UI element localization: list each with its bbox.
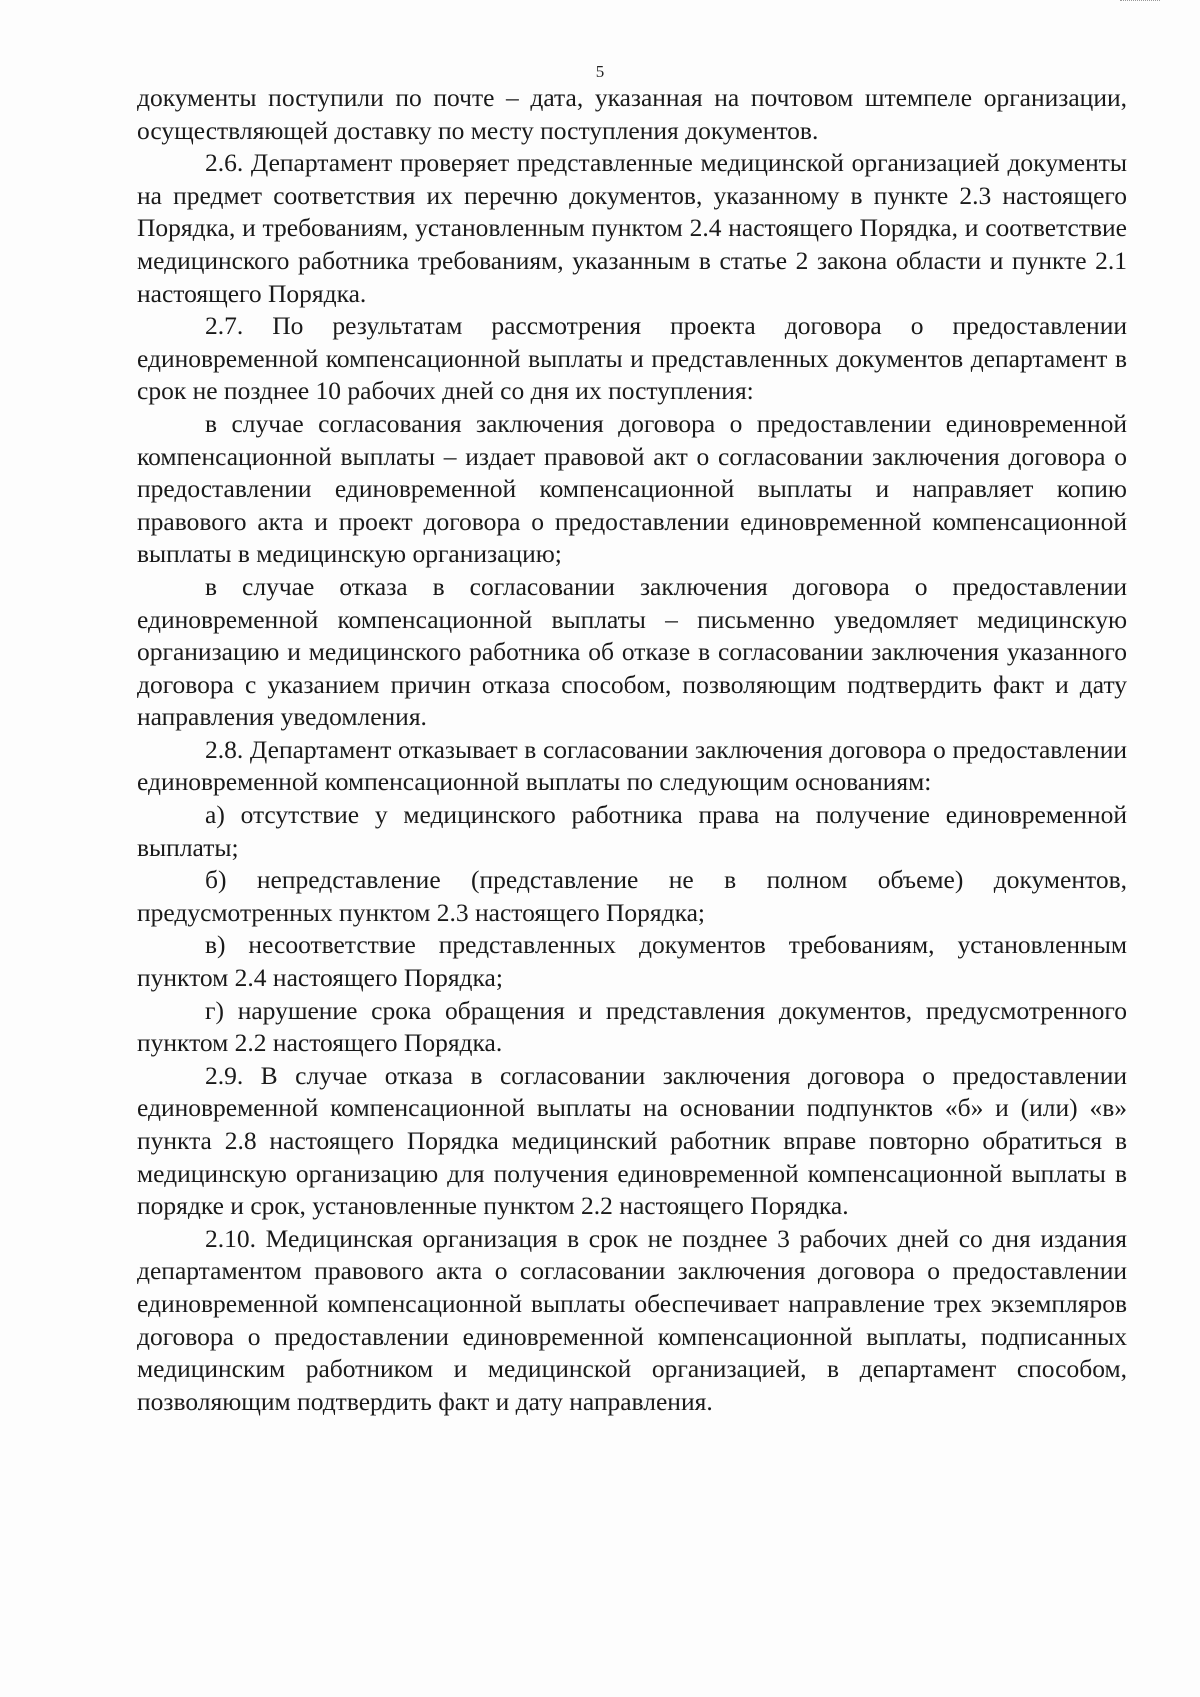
paragraph-2-9: 2.9. В случае отказа в согласовании заключения договора о предоставлении единовременной компенсационной выплаты на основании подпунктов «б» и (или) «в» пункта 2.8 настоящего Порядка медицинский работник вправе повторно обратиться в медицинскую организацию для получения единовременной компенсационной выплаты в порядке и срок, установленные пунктом 2.2 настоящего Порядка. (137, 1060, 1127, 1221)
page-number: 5 (595, 62, 605, 81)
paragraph-2-8-a: а) отсутствие у медицинского работника права на получение единовременной выплаты; (137, 800, 1127, 862)
paragraph-2-8-b: б) непредставление (представление не в полном объеме) документов, предусмотренных пунктом 2.3 настоящего Порядка; (137, 865, 1127, 927)
paragraph-2-8-g: г) нарушение срока обращения и представления документов, предусмотренного пунктом 2.2 настоящего Порядка. (137, 995, 1127, 1058)
paragraph-2-7-refusal: в случае отказа в согласовании заключения договора о предоставлении единовременной компенсационной выплаты – письменно уведомляет медицинскую организацию и медицинского работника об отказе в согласовании заключения указанного договора с указанием причин отказа способом, позволяющим подтвердить факт и дату направления уведомления. (137, 571, 1127, 732)
paragraph-2-10: 2.10. Медицинская организация в срок не позднее 3 рабочих дней со дня издания департаментом правового акта о согласовании заключения договора о предоставлении единовременной компенсационной выплаты обеспечивает направление трех экземпляров договора о предоставлении единовременной компенсационной выплаты, подписанных медицинским работником и медицинской организацией, в департамент способом, позволяющим подтвердить факт и дату направления. (137, 1223, 1127, 1416)
paragraph-continuation: документы поступили по почте – дата, указанная на почтовом штемпеле организации, осуществляющей доставку по месту поступления документов. (137, 83, 1127, 145)
scan-edge-mark (1120, 0, 1160, 4)
paragraph-2-6: 2.6. Департамент проверяет представленные медицинской организацией документы на предмет соответствия их перечню документов, указанному в пункте 2.3 настоящего Порядка, и требованиям, установленным пунктом 2.4 настоящего Порядка, и соответствие медицинского работника требованиям, указанным в статье 2 закона области и пункте 2.1 настоящего Порядка. (137, 148, 1127, 308)
paragraph-2-8: 2.8. Департамент отказывает в согласовании заключения договора о предоставлении единовременной компенсационной выплаты по следующим основаниям: (137, 734, 1127, 797)
paragraph-2-7-approval: в случае согласования заключения договора о предоставлении единовременной компенсационной выплаты – издает правовой акт о согласовании заключения договора о предоставлении единовременной компенсационной выплаты и направляет копию правового акта и проект договора о предоставлении единовременной компенсационной выплаты в медицинскую организацию; (137, 408, 1127, 569)
paragraph-2-8-v: в) несоответствие представленных документов требованиям, установленным пунктом 2.4 настоящего Порядка; (137, 930, 1127, 993)
document-body (137, 82, 1127, 1418)
paragraph-2-7: 2.7. По результатам рассмотрения проекта договора о предоставлении единовременной компенсационной выплаты и представленных документов департамент в срок не позднее 10 рабочих дней со дня их поступления: (137, 311, 1127, 406)
